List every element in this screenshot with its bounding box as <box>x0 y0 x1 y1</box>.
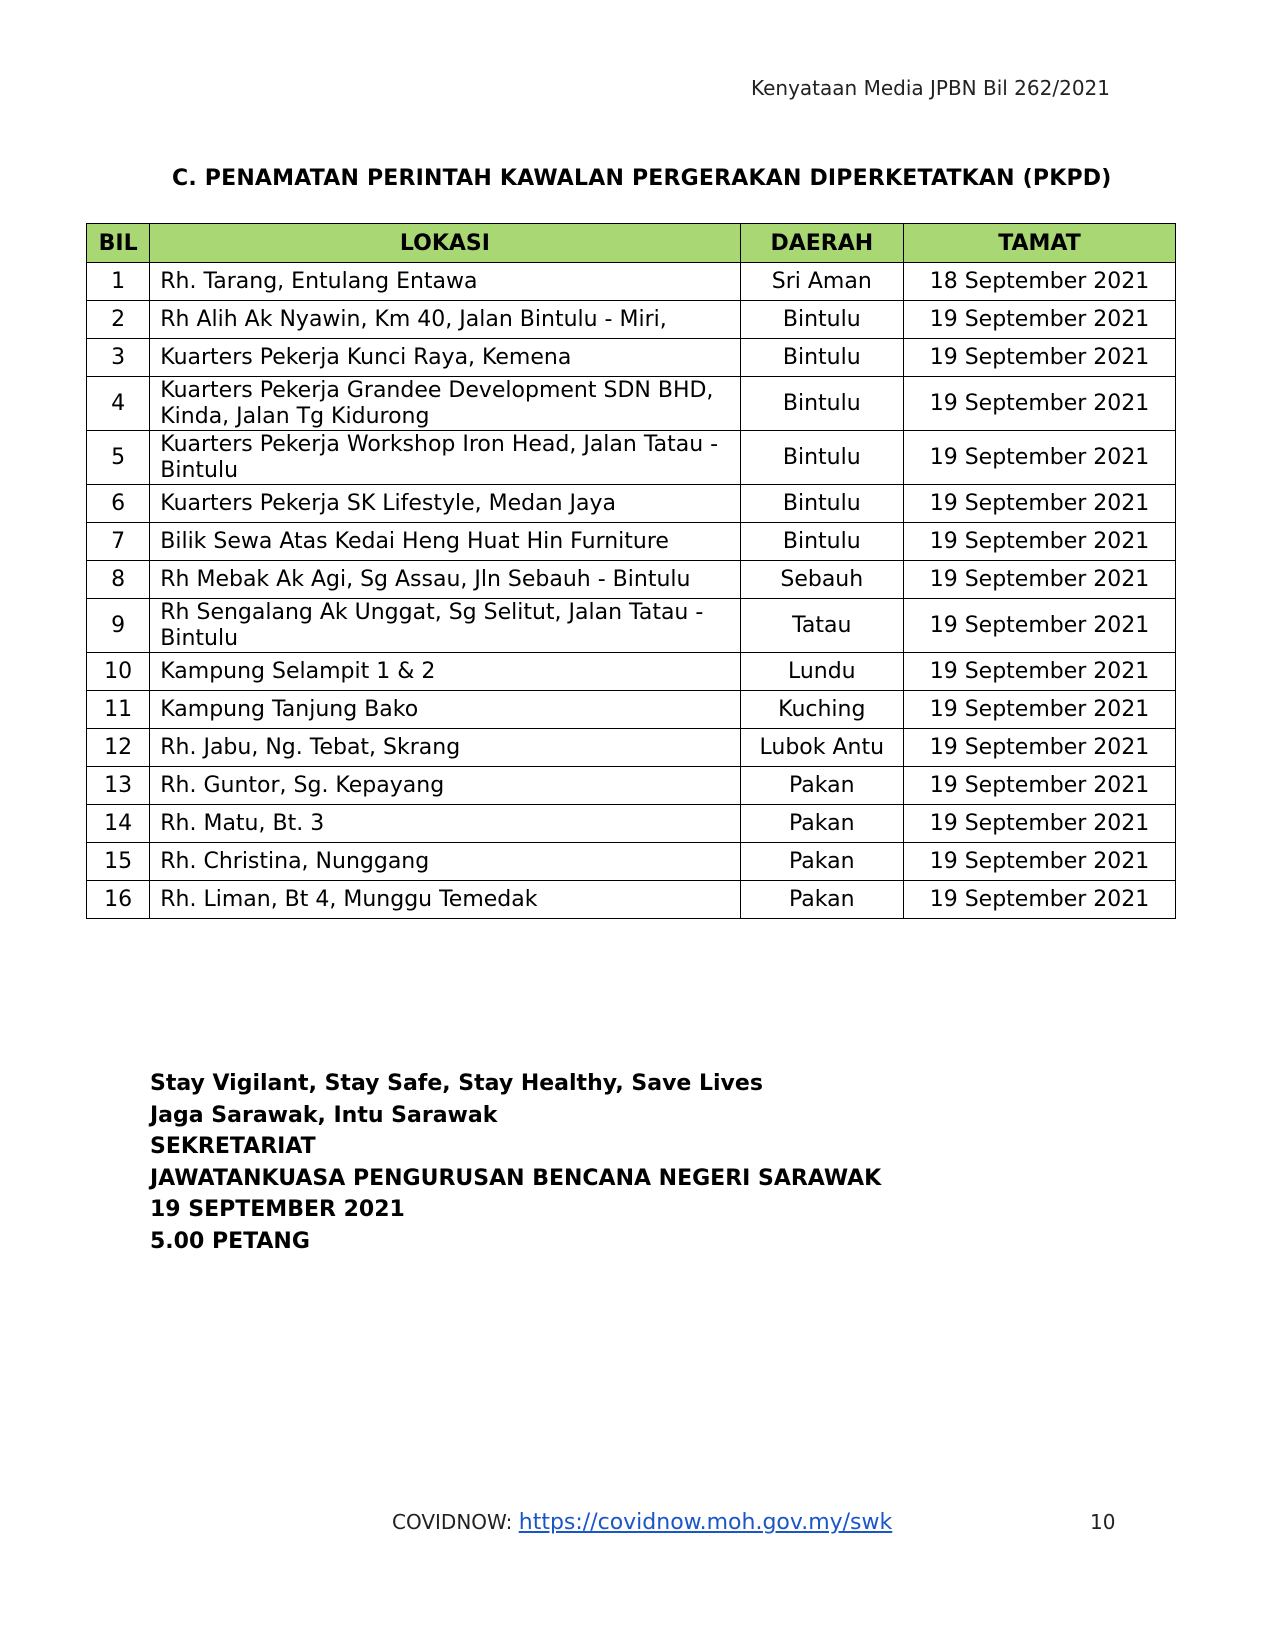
footer <box>392 1510 892 1535</box>
column-header-lokasi: LOKASI <box>150 224 740 263</box>
cell-daerah: Pakan <box>740 843 903 881</box>
cell-lokasi: Rh. Tarang, Entulang Entawa <box>150 263 740 301</box>
cell-lokasi: Rh. Guntor, Sg. Kepayang <box>150 767 740 805</box>
table-row <box>87 881 1176 919</box>
cell-daerah: Bintulu <box>740 301 903 339</box>
cell-tamat: 19 September 2021 <box>903 729 1175 767</box>
cell-daerah: Bintulu <box>740 431 903 485</box>
cell-tamat: 19 September 2021 <box>903 653 1175 691</box>
cell-lokasi: Kuarters Pekerja Workshop Iron Head, Jalan Tatau - Bintulu <box>150 431 740 485</box>
footer-label: COVIDNOW: <box>392 1510 519 1534</box>
cell-daerah: Lundu <box>740 653 903 691</box>
cell-tamat: 19 September 2021 <box>903 339 1175 377</box>
cell-bil: 1 <box>87 263 150 301</box>
table-row <box>87 561 1176 599</box>
cell-lokasi: Rh Sengalang Ak Unggat, Sg Selitut, Jalan Tatau - Bintulu <box>150 599 740 653</box>
closing-slogan-1: Stay Vigilant, Stay Safe, Stay Healthy, Save Lives <box>150 1071 763 1096</box>
cell-tamat: 18 September 2021 <box>903 263 1175 301</box>
cell-bil: 7 <box>87 523 150 561</box>
cell-lokasi: Bilik Sewa Atas Kedai Heng Huat Hin Furniture <box>150 523 740 561</box>
table-row <box>87 805 1176 843</box>
table-row <box>87 729 1176 767</box>
cell-lokasi: Kuarters Pekerja Grandee Development SDN BHD, Kinda, Jalan Tg Kidurong <box>150 377 740 431</box>
closing-block <box>150 1068 881 1257</box>
cell-tamat: 19 September 2021 <box>903 485 1175 523</box>
cell-lokasi: Kampung Selampit 1 & 2 <box>150 653 740 691</box>
table-row <box>87 377 1176 431</box>
document-reference: Kenyataan Media JPBN Bil 262/2021 <box>750 76 1110 100</box>
cell-tamat: 19 September 2021 <box>903 599 1175 653</box>
table-row <box>87 485 1176 523</box>
cell-tamat: 19 September 2021 <box>903 805 1175 843</box>
closing-date: 19 SEPTEMBER 2021 <box>150 1197 405 1222</box>
cell-lokasi: Rh Alih Ak Nyawin, Km 40, Jalan Bintulu - Miri, <box>150 301 740 339</box>
cell-tamat: 19 September 2021 <box>903 431 1175 485</box>
cell-daerah: Bintulu <box>740 523 903 561</box>
table-row <box>87 653 1176 691</box>
cell-tamat: 19 September 2021 <box>903 377 1175 431</box>
table-row <box>87 431 1176 485</box>
cell-daerah: Pakan <box>740 767 903 805</box>
cell-lokasi: Rh. Liman, Bt 4, Munggu Temedak <box>150 881 740 919</box>
cell-bil: 10 <box>87 653 150 691</box>
cell-bil: 14 <box>87 805 150 843</box>
cell-lokasi: Rh. Matu, Bt. 3 <box>150 805 740 843</box>
cell-daerah: Sri Aman <box>740 263 903 301</box>
cell-bil: 5 <box>87 431 150 485</box>
cell-lokasi: Rh Mebak Ak Agi, Sg Assau, Jln Sebauh - Bintulu <box>150 561 740 599</box>
cell-daerah: Lubok Antu <box>740 729 903 767</box>
cell-daerah: Pakan <box>740 881 903 919</box>
cell-tamat: 19 September 2021 <box>903 523 1175 561</box>
cell-tamat: 19 September 2021 <box>903 881 1175 919</box>
closing-secretariat: SEKRETARIAT <box>150 1134 316 1159</box>
pkpd-table <box>86 223 1176 919</box>
table-row <box>87 263 1176 301</box>
cell-tamat: 19 September 2021 <box>903 767 1175 805</box>
cell-tamat: 19 September 2021 <box>903 301 1175 339</box>
cell-daerah: Sebauh <box>740 561 903 599</box>
cell-bil: 12 <box>87 729 150 767</box>
cell-daerah: Bintulu <box>740 485 903 523</box>
cell-daerah: Bintulu <box>740 339 903 377</box>
table-row <box>87 843 1176 881</box>
closing-committee: JAWATANKUASA PENGURUSAN BENCANA NEGERI SARAWAK <box>150 1165 882 1191</box>
covidnow-link[interactable]: https://covidnow.moh.gov.my/swk <box>518 1510 893 1535</box>
closing-slogan-2: Jaga Sarawak, Intu Sarawak <box>150 1102 498 1128</box>
cell-lokasi: Kuarters Pekerja SK Lifestyle, Medan Jaya <box>150 485 740 523</box>
cell-lokasi: Rh. Christina, Nunggang <box>150 843 740 881</box>
table-row <box>87 691 1176 729</box>
closing-time: 5.00 PETANG <box>150 1228 310 1254</box>
cell-bil: 11 <box>87 691 150 729</box>
cell-lokasi: Kuarters Pekerja Kunci Raya, Kemena <box>150 339 740 377</box>
section-title: C. PENAMATAN PERINTAH KAWALAN PERGERAKAN DIPERKETATKAN (PKPD) <box>172 166 1112 191</box>
table-row <box>87 301 1176 339</box>
table-row <box>87 767 1176 805</box>
cell-lokasi: Kampung Tanjung Bako <box>150 691 740 729</box>
cell-daerah: Bintulu <box>740 377 903 431</box>
cell-bil: 6 <box>87 485 150 523</box>
cell-bil: 9 <box>87 599 150 653</box>
cell-bil: 2 <box>87 301 150 339</box>
cell-bil: 3 <box>87 339 150 377</box>
table-row <box>87 599 1176 653</box>
cell-bil: 16 <box>87 881 150 919</box>
column-header-tamat: TAMAT <box>903 224 1175 263</box>
cell-lokasi: Rh. Jabu, Ng. Tebat, Skrang <box>150 729 740 767</box>
cell-bil: 4 <box>87 377 150 431</box>
table-row <box>87 523 1176 561</box>
cell-bil: 13 <box>87 767 150 805</box>
page-number: 10 <box>1090 1510 1116 1534</box>
cell-bil: 8 <box>87 561 150 599</box>
table-row <box>87 339 1176 377</box>
column-header-daerah: DAERAH <box>740 224 903 263</box>
table-header-row <box>87 224 1176 263</box>
cell-daerah: Pakan <box>740 805 903 843</box>
cell-tamat: 19 September 2021 <box>903 843 1175 881</box>
cell-tamat: 19 September 2021 <box>903 561 1175 599</box>
cell-bil: 15 <box>87 843 150 881</box>
cell-tamat: 19 September 2021 <box>903 691 1175 729</box>
cell-daerah: Kuching <box>740 691 903 729</box>
column-header-bil: BIL <box>87 224 150 263</box>
cell-daerah: Tatau <box>740 599 903 653</box>
